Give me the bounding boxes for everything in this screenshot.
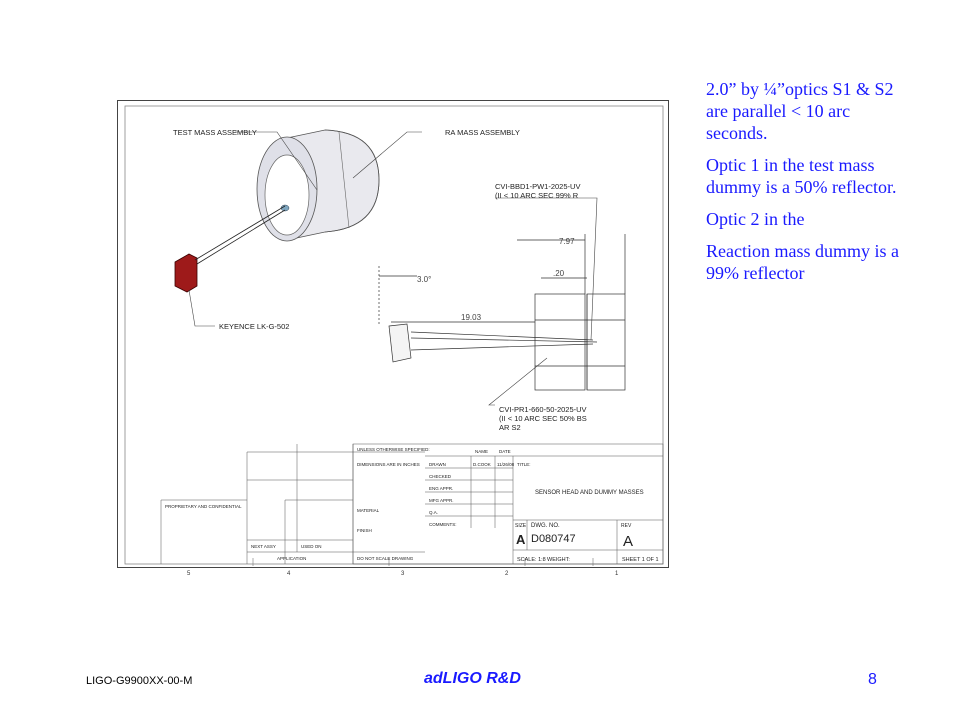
dimension-19-03: 19.03 <box>461 313 482 322</box>
tb-application: APPLICATION <box>277 556 307 561</box>
dimension-0-20: .20 <box>553 269 565 278</box>
tb-do-not-scale: DO NOT SCALE DRAWING <box>357 556 414 561</box>
tb-next-assy: NEXT ASSY <box>251 544 276 549</box>
tb-proprietary: PROPRIETARY AND CONFIDENTIAL <box>165 504 242 509</box>
callout-cvi-pr-line1: CVI-PR1-660-50-2025-UV <box>499 405 587 414</box>
tb-name: NAME <box>475 449 489 454</box>
footer-title: adLIGO R&D <box>424 670 521 687</box>
tb-weight: WEIGHT: <box>547 557 570 563</box>
callout-cvi-bbd-line1: CVI-BBD1-PW1-2025-UV <box>495 182 581 191</box>
callout-cvi-pr-line3: AR S2 <box>499 423 521 432</box>
callout-keyence: KEYENCE LK-G-502 <box>219 322 290 331</box>
tb-eng-appr: ENG APPR. <box>429 486 454 491</box>
callout-ra-mass: RA MASS ASSEMBLY <box>445 128 520 137</box>
tb-unless: UNLESS OTHERWISE SPECIFIED: <box>357 447 430 452</box>
footer-document-id: LIGO-G9900XX-00-M <box>86 675 193 687</box>
note-optic-2: Optic 2 in the <box>706 209 805 229</box>
engineering-drawing <box>117 100 669 577</box>
tb-dims: DIMENSIONS ARE IN INCHES <box>357 462 420 467</box>
tb-size: A <box>516 532 526 547</box>
tb-material: MATERIAL <box>357 508 380 513</box>
tb-comments: COMMENTS: <box>429 522 457 527</box>
note-optics-parallel: 2.0” by ¼”optics S1 & S2 are parallel < 10 arc seconds. <box>706 79 894 143</box>
note-optic-1: Optic 1 in the test mass dummy is a 50% reflector. <box>706 155 897 197</box>
tb-title-label: TITLE: <box>517 462 531 467</box>
tb-title: SENSOR HEAD AND DUMMY MASSES <box>535 490 644 496</box>
callout-test-mass: TEST MASS ASSEMBLY <box>173 128 257 137</box>
tb-used-on: USED ON <box>301 544 322 549</box>
tb-drawn-name: D.COOK <box>473 462 491 467</box>
callout-cvi-pr-line2: (II < 10 ARC SEC 50% BS <box>499 414 587 423</box>
zone-label: 5 <box>187 571 191 577</box>
zone-label: 3 <box>401 571 405 577</box>
tb-mfg-appr: MFG APPR. <box>429 498 454 503</box>
slide-notes <box>706 78 916 294</box>
zone-labels <box>187 571 619 577</box>
tb-scale: SCALE: 1:8 <box>517 557 546 563</box>
tb-dwg-label: DWG. NO. <box>531 523 560 529</box>
tb-drawn: DRAWN <box>429 462 446 467</box>
tb-date: DATE <box>499 449 511 454</box>
tb-finish: FINISH <box>357 528 372 533</box>
tb-size-label: SIZE <box>515 523 527 529</box>
page-number: 8 <box>868 671 877 688</box>
dimension-7-97: 7.97 <box>559 237 575 246</box>
dimension-angle: 3.0° <box>417 275 432 284</box>
zone-label: 2 <box>505 571 509 577</box>
zone-label: 4 <box>287 571 291 577</box>
tb-dwg-no: D080747 <box>531 533 576 545</box>
zone-label: 1 <box>615 571 619 577</box>
note-reaction-mass: Reaction mass dummy is a 99% reflector <box>706 241 899 283</box>
tb-qa: Q.A. <box>429 510 439 515</box>
tb-sheet: SHEET 1 OF 1 <box>622 557 659 563</box>
tb-checked: CHECKED <box>429 474 452 479</box>
callout-cvi-bbd-line2: (II < 10 ARC SEC 99% R <box>495 191 579 200</box>
tb-rev: A <box>623 533 634 550</box>
tb-drawn-date: 11/26/08 <box>497 462 515 467</box>
tb-rev-label: REV <box>621 523 632 529</box>
